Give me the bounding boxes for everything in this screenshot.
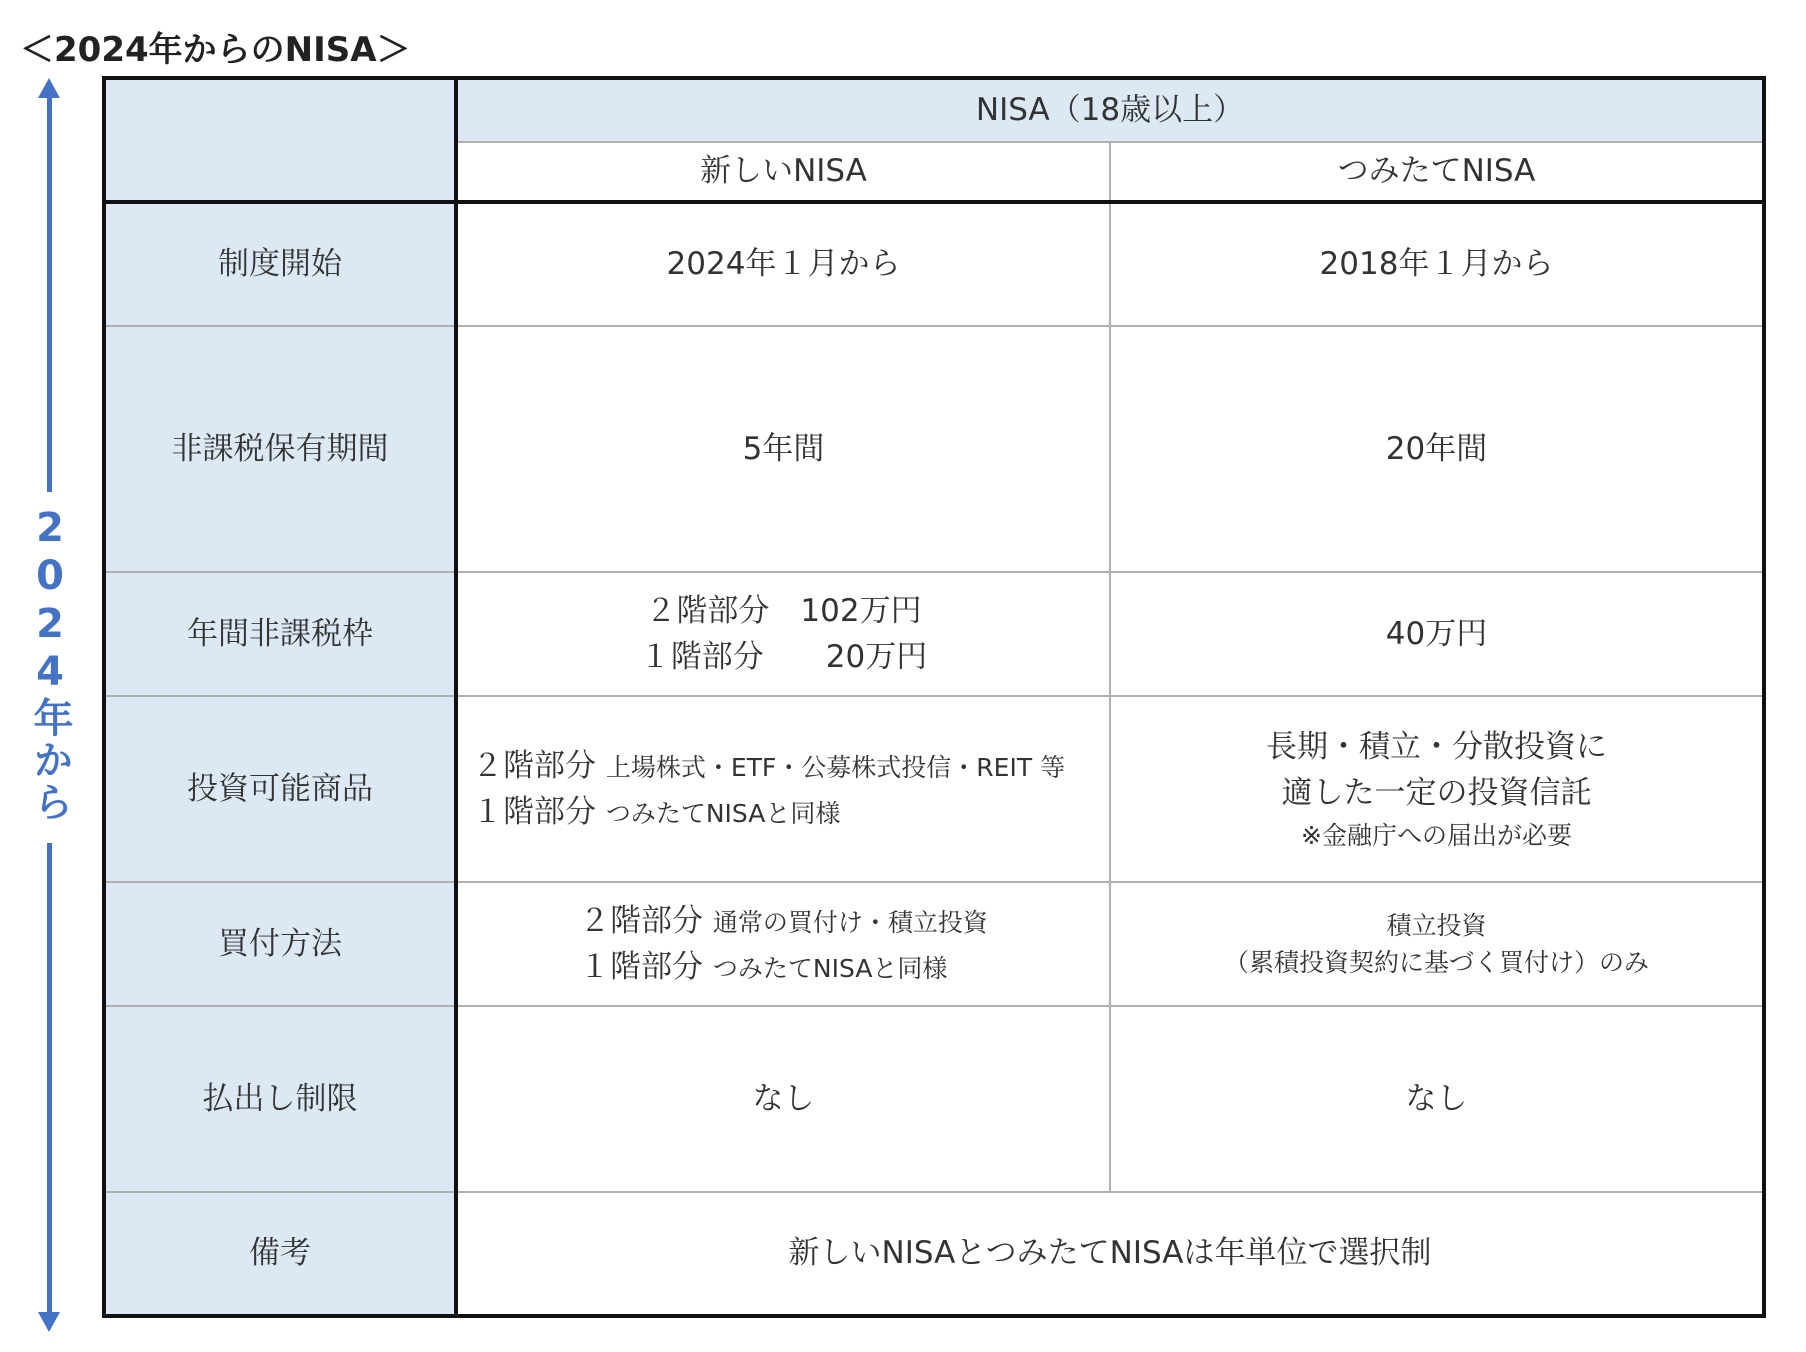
timeline-arrow-down-icon [38,1312,60,1332]
cell-new-annual-limit [456,572,1110,696]
products-tier2-prefix: ２階部分 [472,747,596,784]
nisa-comparison-table [102,76,1766,1318]
header-corner-cell [104,78,456,202]
timeline-label: 2024年から [27,505,73,823]
purchase-tier2-prefix: ２階部分 [579,902,704,939]
row-label-start: 制度開始 [104,202,456,326]
cell-new-withdrawal-limit: なし [456,1006,1110,1192]
cell-new-start: 2024年１月から [456,202,1110,326]
cell-tsumitate-holding-period: 20年間 [1110,326,1764,572]
table-row [104,882,1764,1006]
products-tier1-prefix: １階部分 [472,794,596,830]
purchase-tier1-prefix: １階部分 [579,949,704,985]
cell-new-holding-period: 5年間 [456,326,1110,572]
col-header-tsumitate-nisa: つみたてNISA [1110,142,1764,202]
cell-tsumitate-products [1110,696,1764,882]
row-label-withdrawal-limit: 払出し制限 [104,1006,456,1192]
purchase-tsumitate-line2: （累積投資契約に基づく買付け）のみ [1223,948,1649,977]
cell-new-products [456,696,1110,882]
products-tier1 [472,789,1109,836]
cell-tsumitate-annual-limit: 40万円 [1110,572,1764,696]
purchase-tier2-detail: 通常の買付け・積立投資 [712,907,988,937]
row-label-purchase-method: 買付方法 [104,882,456,1006]
col-header-new-nisa: 新しいNISA [456,142,1110,202]
purchase-tier1-detail: つみたてNISAと同様 [712,954,948,983]
table-row [104,326,1764,572]
page-title: ＜2024年からのNISA＞ [20,30,411,70]
purchase-tier2 [579,898,988,945]
table-row [104,202,1764,326]
timeline-line-top [47,92,52,492]
products-tier2-detail: 上場株式・ETF・公募株式投信・REIT 等 [605,752,1066,782]
group-header: NISA（18歳以上） [456,78,1764,142]
cell-remarks: 新しいNISAとつみたてNISAは年単位で選択制 [456,1192,1764,1316]
table-row [104,1192,1764,1316]
annual-limit-tier2: ２階部分 102万円 [645,592,922,629]
purchase-tier1 [579,944,988,991]
products-tier2 [472,743,1109,790]
products-tsumitate-note: ※金融庁への届出が必要 [1301,820,1572,850]
products-tsumitate-line2: 適した一定の投資信託 [1281,775,1592,812]
cell-new-purchase-method [456,882,1110,1006]
table-row [104,696,1764,882]
row-label-holding-period: 非課税保有期間 [104,326,456,572]
table-row [104,1006,1764,1192]
timeline-line-bottom [47,843,52,1313]
row-label-annual-limit: 年間非課税枠 [104,572,456,696]
cell-tsumitate-purchase-method [1110,882,1764,1006]
row-label-products: 投資可能商品 [104,696,456,882]
cell-tsumitate-withdrawal-limit: なし [1110,1006,1764,1192]
purchase-tsumitate-line1: 積立投資 [1386,910,1487,940]
products-tsumitate-line1: 長期・積立・分散投資に [1266,728,1607,765]
annual-limit-tier1: １階部分 20万円 [639,639,928,675]
table-row [104,572,1764,696]
row-label-remarks: 備考 [104,1192,456,1316]
cell-tsumitate-start: 2018年１月から [1110,202,1764,326]
products-tier1-detail: つみたてNISAと同様 [605,799,841,828]
